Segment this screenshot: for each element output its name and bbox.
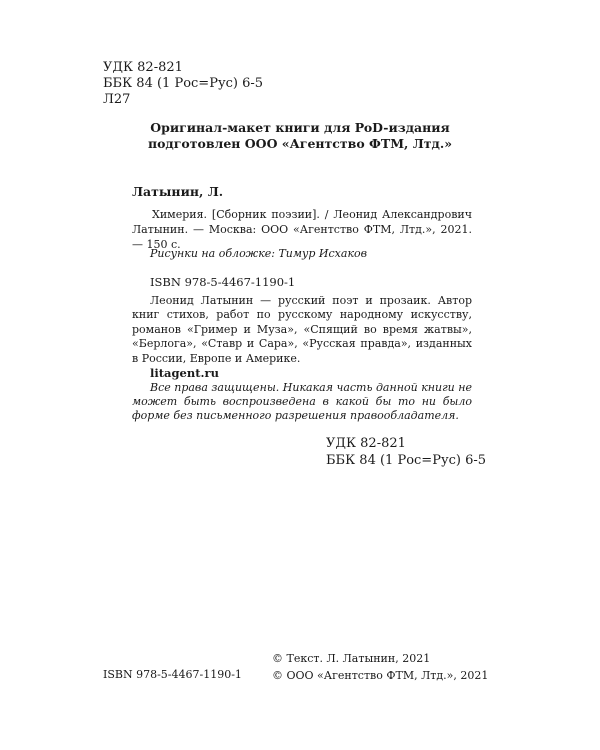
bbk-code: ББК 84 (1 Рос=Рус) 6-5: [103, 76, 264, 91]
pod-notice-line-2: подготовлен ООО «Агентство ФТМ, Лтд.»: [147, 136, 453, 151]
isbn-footer: ISBN 978-5-4467-1190-1: [103, 668, 242, 681]
copyright-text: © Текст. Л. Латынин, 2021: [272, 652, 431, 665]
rights-statement: Все права защищены. Никакая часть данной книги не может быть воспроизведена в какой бы то ни было форме без письменного разрешения правообладателя.: [132, 381, 472, 423]
cover-illustrations-credit: Рисунки на обложке: Тимур Исхаков: [150, 247, 368, 260]
bbk-code-right: ББК 84 (1 Рос=Рус) 6-5: [326, 453, 487, 468]
udk-code: УДК 82-821: [103, 60, 183, 75]
pod-notice: [0, 120, 600, 152]
copyright-agency: © ООО «Агентство ФТМ, Лтд.», 2021: [272, 668, 489, 682]
author-heading: Латынин, Л.: [132, 184, 224, 199]
classification-block-right: [326, 435, 486, 469]
classification-block-top: [103, 60, 263, 108]
pod-notice-line-1: Оригинал-макет книги для PoD-издания: [150, 120, 450, 135]
website-link[interactable]: litagent.ru: [150, 366, 219, 380]
bibliographic-description: Химерия. [Сборник поэзии]. / Леонид Александрович Латынин. — Москва: ООО «Агентство ФТМ, Лтд.», 2021. — 150 с.: [132, 208, 472, 251]
isbn: ISBN 978-5-4467-1190-1: [150, 275, 296, 289]
author-mark: Л27: [103, 92, 131, 107]
annotation: Леонид Латынин — русский поэт и прозаик. Автор книг стихов, работ по русскому народному искусству, романов «Гример и Муза», «Спящий во время жатвы», «Берлога», «Ставр и Сара», «Русская правда», изданных в России, Европе и Америке.: [132, 294, 472, 365]
copyright-block: [272, 651, 488, 684]
udk-code-right: УДК 82-821: [326, 436, 406, 451]
